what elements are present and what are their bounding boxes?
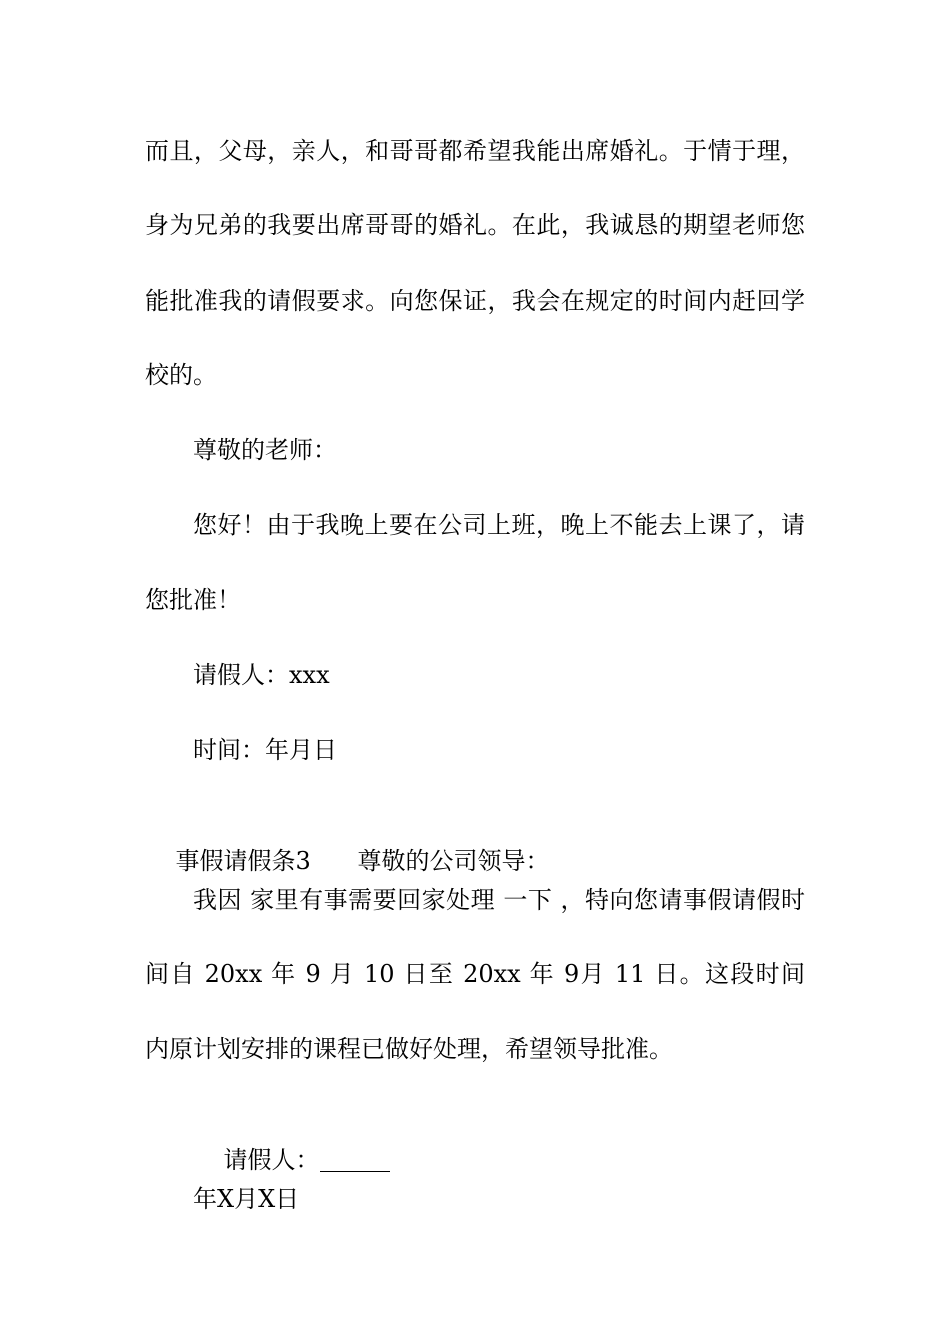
section-heading-row	[145, 807, 805, 875]
salutation: 尊敬的老师：	[193, 436, 337, 464]
paragraph-line: 能批准我的请假要求。向您保证，我会在规定的时间内赶回学	[145, 287, 805, 315]
paragraph-line: 间自 20xx 年 9 月 10 日至 20xx 年 9月 11 日。这段时间	[145, 960, 805, 988]
paragraph-line: 您批准！	[145, 586, 241, 614]
signature-blank	[320, 1145, 390, 1172]
date-line: 年X月X日	[193, 1185, 300, 1213]
applicant-label: 请假人：	[223, 1146, 320, 1174]
salutation: 尊敬的公司领导：	[357, 847, 550, 875]
section-heading: 事假请假条3	[175, 847, 311, 875]
paragraph-line: 而且，父母，亲人，和哥哥都希望我能出席婚礼。于情于理，	[145, 137, 805, 165]
paragraph-line: 校的。	[145, 361, 217, 389]
paragraph-line: 内原计划安排的课程已做好处理，希望领导批准。	[145, 1035, 673, 1063]
paragraph-line: 我因 家里有事需要回家处理 一下 ，特向您请事假请假时	[193, 886, 805, 914]
applicant-line	[193, 1106, 805, 1174]
paragraph-line: 您好！由于我晚上要在公司上班，晚上不能去上课了，请	[193, 511, 805, 539]
applicant-line: 请假人：xxx	[193, 661, 330, 689]
date-line: 时间：年月日	[193, 736, 337, 764]
paragraph-line: 身为兄弟的我要出席哥哥的婚礼。在此，我诚恳的期望老师您	[145, 211, 805, 239]
